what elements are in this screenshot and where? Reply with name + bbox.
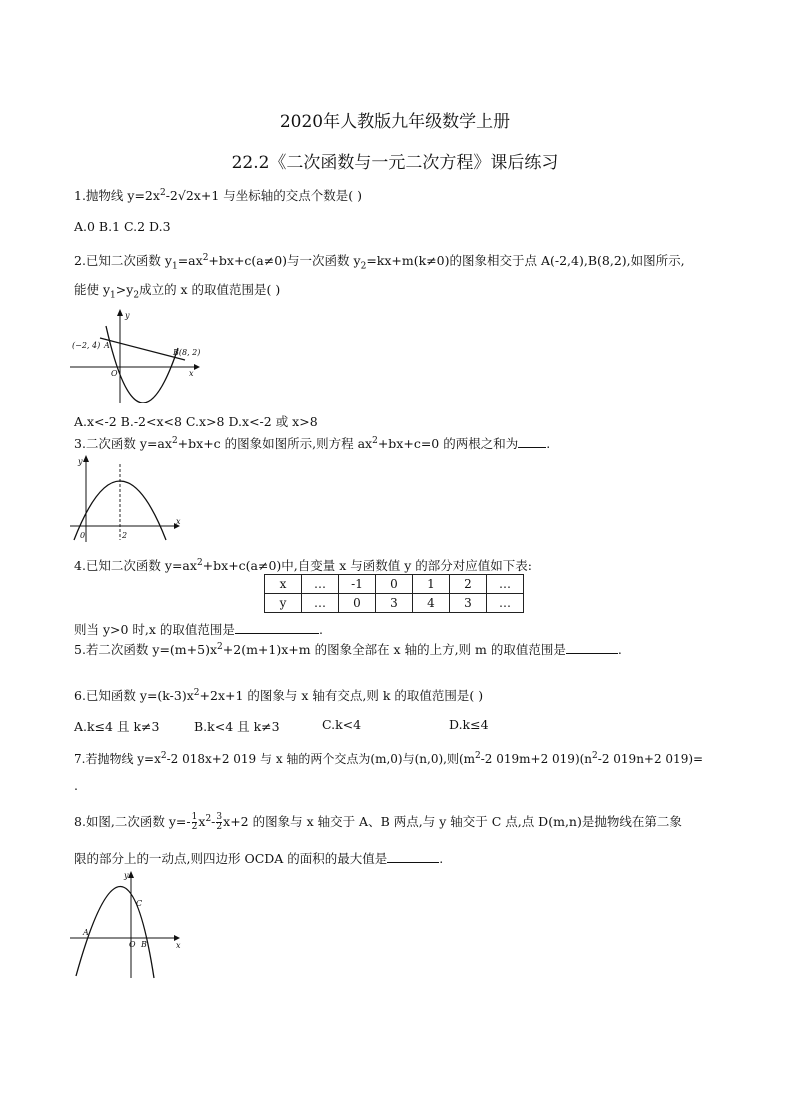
question-6-option-d: D.k≤4	[449, 717, 489, 732]
question-4: 4.已知二次函数 $y=ax^2+bx+c(a\ne 0)$中,自变量 x 与函数值 y 的部分对应值如下表:	[74, 557, 532, 573]
origin-label: O	[129, 940, 136, 949]
answer-blank	[518, 435, 546, 448]
question-6: 6.已知函数 $y=(k-3)x^2+2x+1$ 的图象与 x 轴有交点,则 k 的取值范围是( )	[74, 687, 484, 703]
y-axis-arrow	[83, 455, 89, 462]
y-axis-arrow	[128, 871, 134, 878]
y-axis-label: y	[78, 457, 83, 466]
question-1: 1.抛物线 $y=2x^2-2√2x+1$ 与坐标轴的交点个数是( )	[74, 187, 362, 203]
answer-blank	[566, 641, 618, 654]
table-row: y … 0 3 4 3 …	[265, 594, 524, 613]
answer-blank	[387, 850, 439, 863]
question-2-options: A.x<-2 B.-2<x<8 C.x>8 D.x<-2 或 x>8	[74, 414, 318, 429]
question-8: 8.如图,二次函数 y=- $\frac{1}{2}$ $x^2-$ $\frac{3}{2}$ x+2 的图象与 x 轴交于 A、B 两点,与 y 轴交于 C 点,点 D(m,n)是抛物线在第二象	[74, 812, 682, 832]
question-6-option-c: C.k<4	[322, 717, 362, 732]
question-2-graph	[70, 308, 205, 403]
y-axis-arrow	[117, 309, 123, 316]
x-axis-arrow	[194, 364, 200, 370]
point-b-label: B	[141, 940, 147, 949]
x-axis-label: x	[189, 369, 194, 378]
x-axis-label: x	[176, 517, 181, 526]
question-6-option-b: B.k<4 且 k≠3	[194, 719, 280, 734]
y-axis-label: y	[125, 311, 130, 320]
point-a-coords: (−2, 4)	[72, 341, 101, 350]
document-title: 2020年人教版九年级数学上册	[279, 112, 511, 132]
table-row: x … -1 0 1 2 …	[265, 575, 524, 594]
question-3-graph	[70, 452, 185, 544]
question-5: 5.若二次函数 $y=(m+5)x^2+2(m+1)x+m$ 的图象全部在 x 轴的上方,则 m 的取值范围是 .	[74, 641, 622, 657]
question-8-line2: 限的部分上的一动点,则四边形 OCDA 的面积的最大值是 .	[74, 851, 444, 866]
tick-label-2: 2	[122, 531, 128, 540]
y-axis-label: y	[124, 871, 129, 880]
document-subtitle: 22.2《二次函数与一元二次方程》课后练习	[231, 153, 559, 173]
value-table	[264, 574, 524, 613]
question-1-options: A.0 B.1 C.2 D.3	[74, 219, 171, 234]
question-2: 2.已知二次函数 $y_1=ax^2+bx+c(a\ne 0)$与一次函数 $y_2=kx+m(k\ne 0)$的图象相交于点 A(-2,4),B(8,2),如图所示,	[74, 252, 685, 272]
question-6-option-a: A.k≤4 且 k≠3	[74, 719, 160, 734]
question-8-graph	[70, 868, 185, 980]
point-a-label: A	[104, 341, 110, 350]
point-c-label: C	[136, 899, 143, 908]
point-b-label: B(8, 2)	[173, 348, 201, 357]
x-axis-label: x	[176, 941, 181, 950]
origin-label: 0	[80, 531, 86, 540]
question-4-answer: 则当 y>0 时,x 的取值范围是 .	[74, 622, 323, 637]
answer-blank	[235, 621, 319, 634]
point-a-label: A	[83, 928, 89, 937]
question-3: 3.二次函数 $y=ax^2+bx+c$ 的图象如图所示,则方程 $ax^2+bx+c=0$ 的两根之和为 .	[74, 435, 551, 451]
question-2-line2: 能使 $y_1>y_2$成立的 x 的取值范围是( )	[74, 282, 281, 301]
parabola-curve	[106, 326, 178, 403]
origin-label: O	[111, 369, 118, 378]
question-7: 7.若抛物线 $y=x^2-2$ 018x+2 019 与 x 轴的两个交点为(m,0)与(n,0),则($m^2-2$ 019m+2 $019)(n^2-2$ 019n+2 019)=	[74, 751, 704, 766]
question-7-end: .	[74, 778, 78, 793]
